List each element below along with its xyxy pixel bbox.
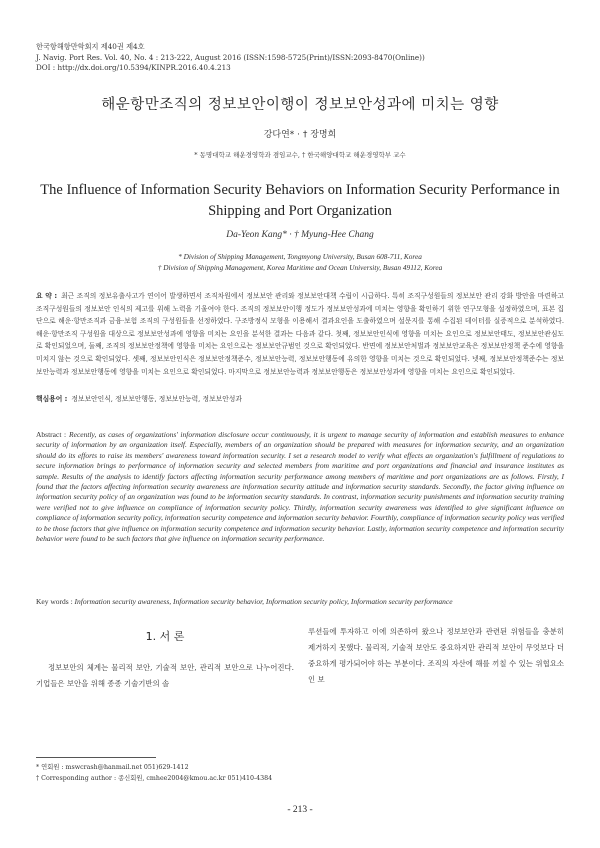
footnote-1: * 연회원 : mswcrash@hanmail.net 051)629-1412: [36, 764, 189, 771]
title-korean: 해운항만조직의 정보보안이행이 정보보안성과에 미치는 영향: [101, 97, 499, 113]
doi-link[interactable]: DOI : http://dx.doi.org/10.5394/KINPR.2016.40.4.213: [36, 63, 231, 72]
keywords-english-text: Information security awareness, Information security behavior, Information security policy, Information security performance: [74, 597, 453, 606]
footnote-2: † Corresponding author : 종신회원, cmhee2004@kmou.ac.kr 051)410-4384: [36, 775, 273, 782]
abstract-english: [36, 430, 564, 544]
abstract-korean-text: 최근 조직의 정보유출사고가 연이어 발생하면서 조직차원에서 정보보안 관리와 정보보안대책 수립이 시급하다. 특히 조직구성원들의 정보보안 관리 강화 방안을 마련하고 조직구성원들의 정보보안 인식의 제고를 위해 노력을 기울여야 한다. 조직의 정보보안이행 정도가 정보보안성과에 미치는 영향을 확인하기 위한 연구모형을 설정하였으며, 표본 집단으로 해운·항만조직과 금융·보험 조직의 구성원들을 선정하였다. 구조방정식 모형을 이용해서 결과요인을 도출하였으며 설문지를 통해 수집된 데이터를 실증적으로 분석하였다. 해운·항만조직 구성원을 대상으로 정보보안성과에 영향을 미치는 요인을 분석한 결과는 다음과 같다. 첫째, 정보보안인식에 영향을 미치는 요인으로 정보보안태도, 정보보안관심도로 확인되었으며, 둘째, 조직의 정보보안정책에 영향을 미치는 요인으로는 정보보안규범인 것으로 확인되었다. 반면에 정보보안처벌과 정보보안교육은 정보보안정책 준수에 영향을 미치지 않는 것으로 확인되었다. 셋째, 정보보안인식은 정보보안정책준수, 정보보안능력, 정보보안행동에 유의한 영향을 미치는 것으로 확인되었다. 넷째, 정보보안정책준수는 정보보안능력과 정보보안행동에 영향을 미치는 요인으로 확인되었다. 마지막으로 정보보안능력과 정보보안행동은 정보보안성과에 영향을 미치는 요인으로 확인되었다.: [36, 292, 564, 376]
keywords-english-label: Key words :: [36, 597, 73, 606]
body-column-left: 정보보안의 체계는 물리적 보안, 기술적 보안, 관리적 보안으로 나누어진다. 기업들은 보안을 위해 종종 기술기반의 솔: [36, 663, 294, 688]
section-heading-introduction: 1. 서 론: [145, 630, 185, 643]
abstract-korean-label: 요 약 :: [36, 292, 58, 300]
keywords-korean-text: 정보보안인식, 정보보안행동, 정보보안능력, 정보보안성과: [71, 395, 242, 403]
authors-korean: 강다연* · † 장명희: [263, 130, 337, 140]
keywords-korean: [36, 393, 564, 403]
footnotes: [36, 762, 336, 784]
footnote-divider: [36, 757, 156, 758]
journal-header: [36, 42, 566, 74]
affiliation-english: [0, 251, 600, 273]
journal-citation: J. Navig. Port Res. Vol. 40, No. 4 : 213-222, August 2016 (ISSN:1598-5725(Print)/ISSN:2093-8470(Online)): [36, 52, 425, 62]
abstract-english-label: Abstract :: [36, 430, 67, 439]
keywords-korean-label: 핵심용어 :: [36, 395, 68, 403]
journal-name-kr: 한국항해항만학회지 제40권 제4호: [36, 42, 145, 51]
abstract-korean: [36, 290, 564, 378]
affiliation-english-2: † Division of Shipping Management, Korea Maritime and Ocean University, Busan 49112, Korea: [157, 263, 443, 272]
affiliation-korean: * 동명대학교 해운경영학과 겸임교수, † 한국해양대학교 해운경영학부 교수: [194, 151, 406, 159]
keywords-english: [36, 597, 564, 606]
title-english: The Influence of Information Security Behaviors on Information Security Performance in Shipping and Port Organization: [40, 182, 560, 219]
body-column-right: 루션들에 투자하고 이에 의존하여 왔으나 정보보안과 관련된 위험들을 충분히 제거하지 못했다. 물리적, 기술적 보안도 중요하지만 관리적 보안이 무엇보다 더 중요하게 평가되어야 하는 부분이다. 조직의 자산에 해를 끼칠 수 있는 위협요소인 보: [308, 627, 564, 684]
page-number: - 213 -: [287, 805, 313, 815]
affiliation-english-1: * Division of Shipping Management, Tongmyong University, Busan 608-711, Korea: [178, 252, 422, 261]
abstract-english-text: Recently, as cases of organizations' information disclosure occur continuously, it is urgent to manage security of information and establish measures to enhance security of information by an organization itself. Especially, members of an organization should be prepared with measures for information security, and an organization should do its efforts to raise its members' awareness toward information security. I set a research model to verify what effects an organization's fulfillment of regulations to secure information brings to performance of information security and selected members from maritime and port organizations and financial and insurance institutes as sample. Results of the analysis to identify factors affecting information security performance among members of maritime and port organizations are as follows. Firstly, I found that the factors affecting information security awareness are information security attitude and information security standards. Secondly, the factor giving influence on information security policy of an organization was found to be information security standards. In contrast, information security punishments and information security training were verified not to give influence on compliance of information security policy. Thirdly, information security awareness was identified to give significant influence on compliance of information security policy, information security competence and information security behavior. Fourthly, compliance of information security policy was verified to be those factors that give influence on information security competence and information security behavior. Lastly, information security competence and information security behavior were found to be such factors that give influence on information security performance.: [36, 430, 564, 544]
authors-english: Da-Yeon Kang* · † Myung-Hee Chang: [226, 230, 374, 240]
